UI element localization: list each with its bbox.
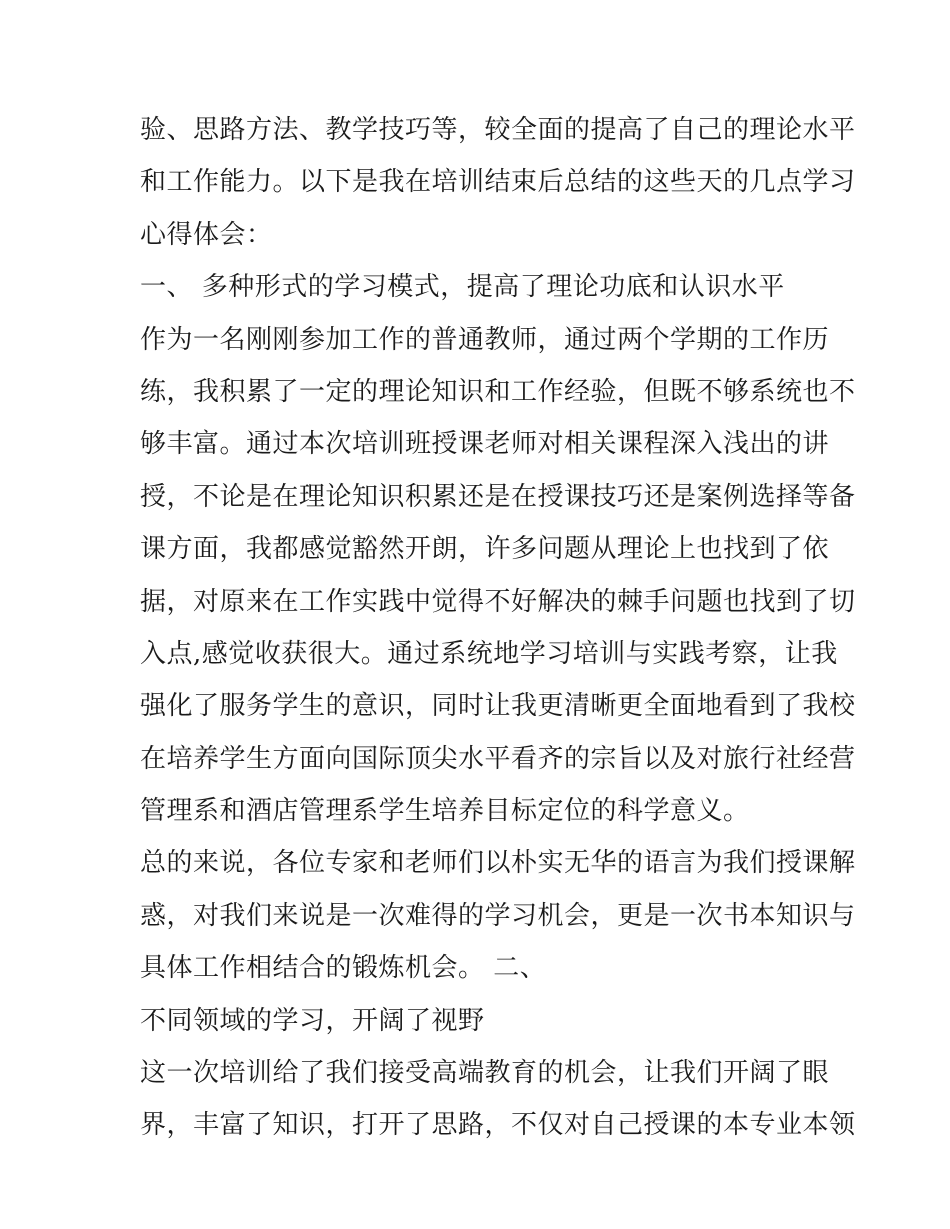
text-line: 验、思路方法、教学技巧等，较全面的提高了自己的理论水平 — [140, 115, 856, 145]
text-line: 具体工作相结合的锻炼机会。 二、 — [140, 953, 547, 984]
text-line: 练，我积累了一定的理论知识和工作经验，但既不够系统也不 — [140, 376, 856, 407]
text-line: 作为一名刚刚参加工作的普通教师，通过两个学期的工作历 — [140, 324, 830, 355]
document-body — [140, 104, 856, 1152]
text-line: 入点,感觉收获很大。通过系统地学习培训与实践考察，让我 — [140, 638, 838, 669]
text-line: 课方面，我都感觉豁然开朗，许多问题从理论上也找到了依 — [140, 534, 830, 565]
text-line: 够丰富。通过本次培训班授课老师对相关课程深入浅出的讲 — [140, 429, 830, 460]
text-line: 惑，对我们来说是一次难得的学习机会，更是一次书本知识与 — [140, 900, 856, 931]
text-line: 总的来说，各位专家和老师们以朴实无华的语言为我们授课解 — [140, 848, 856, 879]
text-line: 授，不论是在理论知识积累还是在授课技巧还是案例选择等备 — [140, 481, 856, 512]
text-line: 这一次培训给了我们接受高端教育的机会，让我们开阔了眼 — [140, 1058, 830, 1089]
text-line: 据，对原来在工作实践中觉得不好解决的棘手问题也找到了切 — [140, 586, 856, 617]
text-line: 和工作能力。以下是我在培训结束后总结的这些天的几点学习 — [140, 167, 856, 198]
section-heading: 一、 多种形式的学习模式，提高了理论功底和认识水平 — [140, 272, 785, 303]
text-line: 界，丰富了知识，打开了思路，不仅对自己授课的本专业本领 — [140, 1110, 856, 1141]
section-heading: 不同领域的学习，开阔了视野 — [140, 1005, 485, 1036]
text-line: 强化了服务学生的意识，同时让我更清晰更全面地看到了我校 — [140, 691, 856, 722]
text-line: 管理系和酒店管理系学生培养目标定位的科学意义。 — [140, 796, 750, 827]
text-line: 心得体会： — [140, 219, 273, 250]
text-line: 在培养学生方面向国际顶尖水平看齐的宗旨以及对旅行社经营 — [140, 743, 856, 774]
